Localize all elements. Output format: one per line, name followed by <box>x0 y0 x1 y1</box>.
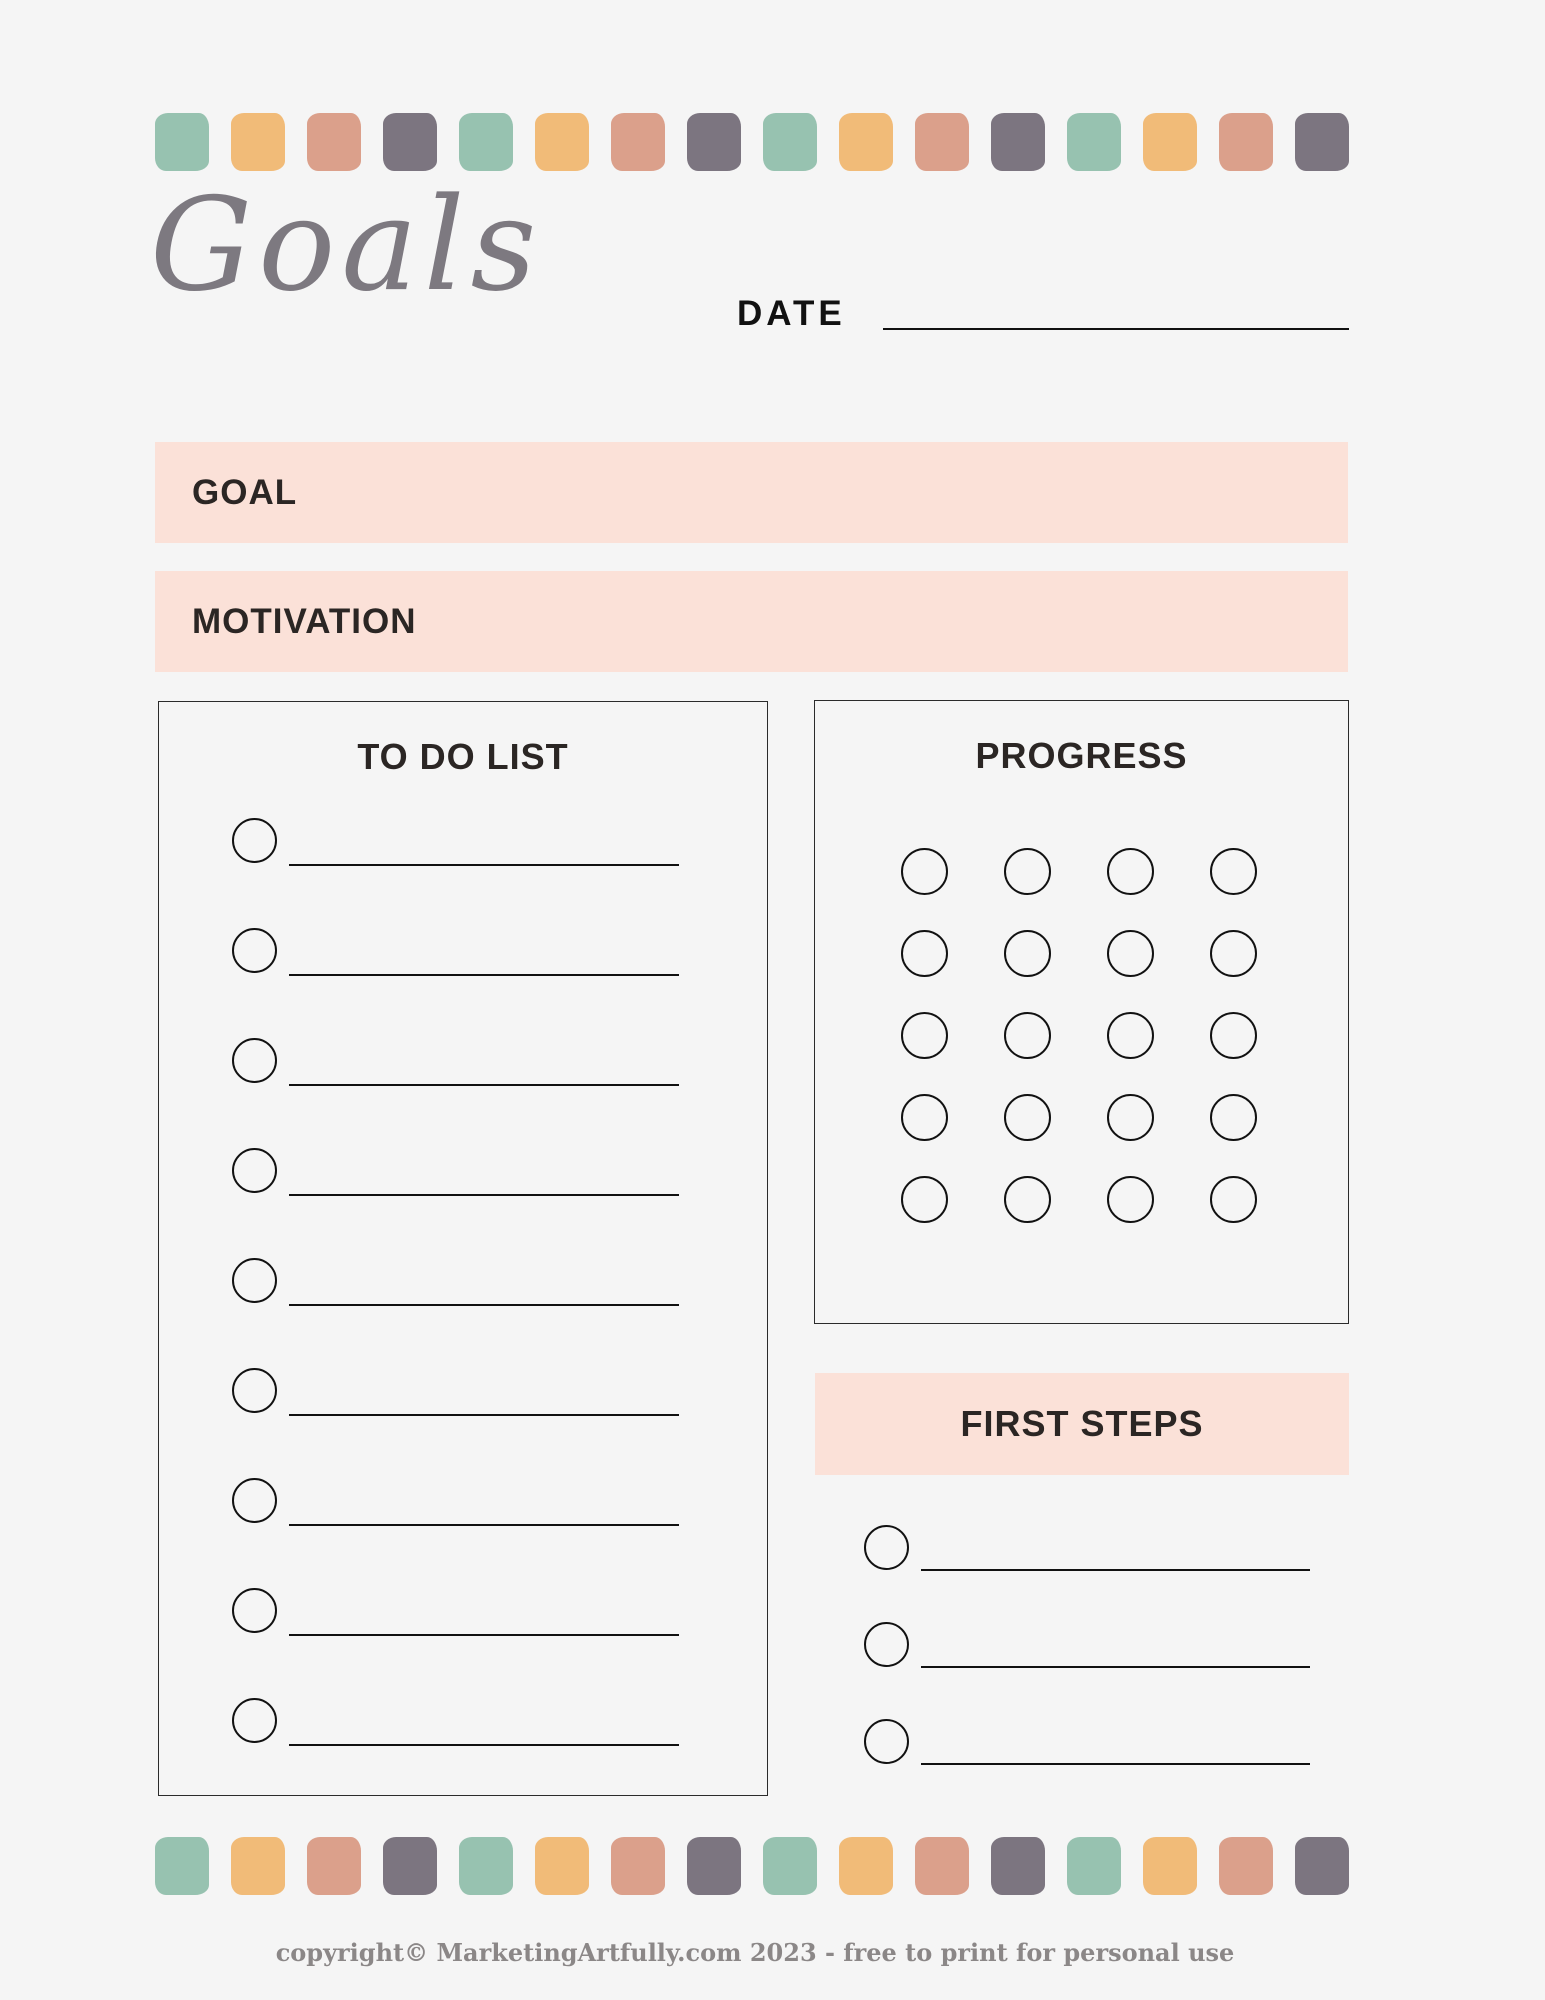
color-swatch <box>307 113 361 171</box>
color-swatch <box>383 113 437 171</box>
color-swatch <box>1219 1837 1273 1895</box>
color-swatch <box>991 113 1045 171</box>
todo-checkbox[interactable] <box>232 928 277 973</box>
color-swatch <box>1219 113 1273 171</box>
goal-band[interactable] <box>155 442 1348 543</box>
todo-line[interactable] <box>289 1194 679 1196</box>
color-swatch <box>383 1837 437 1895</box>
todo-line[interactable] <box>289 1414 679 1416</box>
todo-checkbox[interactable] <box>232 1038 277 1083</box>
color-swatch <box>1067 113 1121 171</box>
motivation-label: MOTIVATION <box>192 602 417 641</box>
todo-line[interactable] <box>289 1744 679 1746</box>
todo-checkbox[interactable] <box>232 1148 277 1193</box>
todo-list-title: TO DO LIST <box>357 736 569 777</box>
progress-circle[interactable] <box>1107 1094 1154 1141</box>
todo-checkbox[interactable] <box>232 1258 277 1303</box>
first-step-checkbox[interactable] <box>864 1622 909 1667</box>
progress-circle[interactable] <box>1107 848 1154 895</box>
todo-line[interactable] <box>289 1634 679 1636</box>
color-swatch <box>1067 1837 1121 1895</box>
color-swatch <box>687 1837 741 1895</box>
progress-circle[interactable] <box>901 930 948 977</box>
todo-checkbox[interactable] <box>232 1698 277 1743</box>
goal-label: GOAL <box>192 473 298 512</box>
copyright-footer: copyright© MarketingArtfully.com 2023 - free to print for personal use <box>275 1938 1235 1967</box>
progress-title: PROGRESS <box>975 735 1188 776</box>
color-swatch <box>231 1837 285 1895</box>
progress-circle[interactable] <box>901 1176 948 1223</box>
todo-list-box <box>158 701 768 1796</box>
color-swatch <box>155 113 209 171</box>
color-swatch <box>231 113 285 171</box>
progress-circle[interactable] <box>901 848 948 895</box>
progress-circle[interactable] <box>1107 930 1154 977</box>
progress-circle[interactable] <box>1210 930 1257 977</box>
color-swatch <box>763 113 817 171</box>
todo-line[interactable] <box>289 974 679 976</box>
color-swatch <box>763 1837 817 1895</box>
first-step-line[interactable] <box>921 1569 1310 1571</box>
page-title: Goals <box>150 171 543 320</box>
todo-line[interactable] <box>289 864 679 866</box>
first-steps-title: FIRST STEPS <box>960 1403 1204 1444</box>
color-swatch <box>991 1837 1045 1895</box>
todo-line[interactable] <box>289 1524 679 1526</box>
motivation-band[interactable] <box>155 571 1348 672</box>
color-swatch <box>839 113 893 171</box>
color-swatch <box>535 1837 589 1895</box>
color-swatch <box>611 113 665 171</box>
todo-checkbox[interactable] <box>232 1588 277 1633</box>
color-swatch <box>535 113 589 171</box>
color-swatch <box>687 113 741 171</box>
color-swatch <box>459 113 513 171</box>
progress-circle[interactable] <box>1107 1176 1154 1223</box>
first-steps-band <box>815 1373 1349 1475</box>
progress-circle[interactable] <box>1004 930 1051 977</box>
color-swatch <box>1143 1837 1197 1895</box>
progress-circle[interactable] <box>901 1012 948 1059</box>
color-swatch <box>915 1837 969 1895</box>
progress-circle[interactable] <box>1004 848 1051 895</box>
top-swatch-row <box>155 113 1350 175</box>
color-swatch <box>1295 1837 1349 1895</box>
progress-circle[interactable] <box>1210 1012 1257 1059</box>
todo-checkbox[interactable] <box>232 1478 277 1523</box>
first-step-line[interactable] <box>921 1763 1310 1765</box>
progress-circle[interactable] <box>1210 848 1257 895</box>
color-swatch <box>459 1837 513 1895</box>
progress-circle[interactable] <box>1107 1012 1154 1059</box>
progress-box <box>814 700 1349 1324</box>
date-label: DATE <box>737 294 846 333</box>
color-swatch <box>155 1837 209 1895</box>
todo-line[interactable] <box>289 1304 679 1306</box>
progress-circle[interactable] <box>901 1094 948 1141</box>
color-swatch <box>839 1837 893 1895</box>
progress-circle[interactable] <box>1210 1094 1257 1141</box>
color-swatch <box>611 1837 665 1895</box>
date-field-line[interactable] <box>883 328 1349 330</box>
progress-circle[interactable] <box>1210 1176 1257 1223</box>
progress-circle[interactable] <box>1004 1176 1051 1223</box>
color-swatch <box>307 1837 361 1895</box>
todo-checkbox[interactable] <box>232 1368 277 1413</box>
first-step-checkbox[interactable] <box>864 1525 909 1570</box>
color-swatch <box>1143 113 1197 171</box>
progress-circle[interactable] <box>1004 1012 1051 1059</box>
first-step-line[interactable] <box>921 1666 1310 1668</box>
todo-checkbox[interactable] <box>232 818 277 863</box>
color-swatch <box>915 113 969 171</box>
first-step-checkbox[interactable] <box>864 1719 909 1764</box>
bottom-swatch-row <box>155 1837 1350 1899</box>
todo-line[interactable] <box>289 1084 679 1086</box>
progress-circle[interactable] <box>1004 1094 1051 1141</box>
color-swatch <box>1295 113 1349 171</box>
